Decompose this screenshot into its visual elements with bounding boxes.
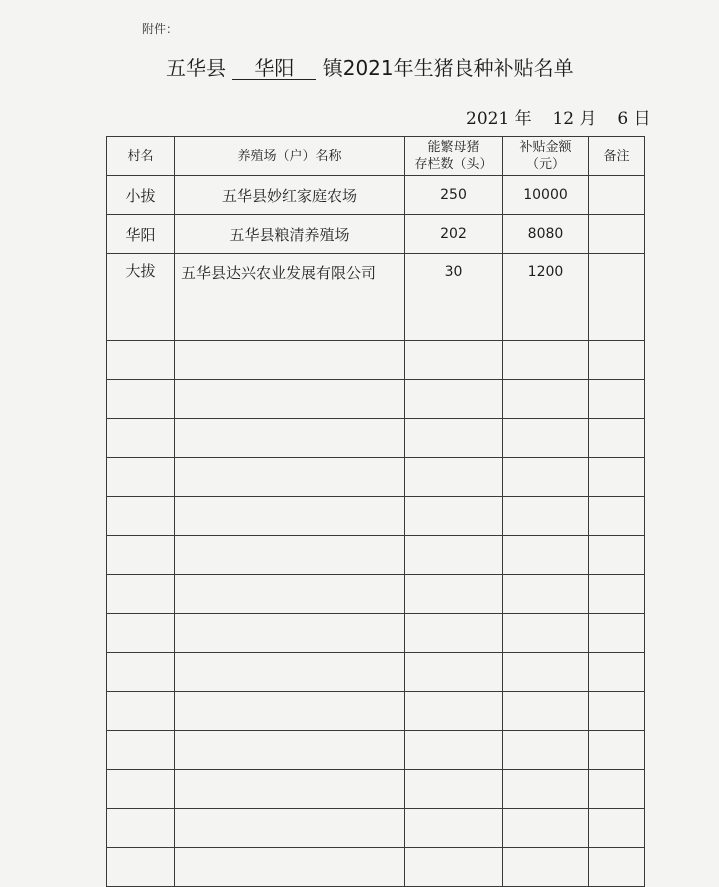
date-year-unit: 年 [514,109,532,129]
empty-row [107,848,645,887]
table-row [107,176,645,215]
empty-row [107,497,645,536]
empty-row [107,419,645,458]
table-row [107,254,645,341]
date-day-unit: 日 [633,109,651,129]
page-title [166,54,574,82]
column-header-remarks: 备注 [589,137,645,176]
cell-remarks [589,176,645,215]
column-header-sows-line1: 能繁母猪 [427,140,480,155]
column-header-village: 村名 [107,137,175,176]
cell-village: 大拔 [107,254,175,341]
empty-row [107,575,645,614]
cell-subsidy: 8080 [503,215,589,254]
table-header-row [107,137,645,176]
attachment-label: 附件： [142,22,179,36]
subsidy-table [106,136,645,887]
title-county: 五华县 [166,56,226,80]
table-row [107,215,645,254]
cell-village: 华阳 [107,215,175,254]
empty-row [107,458,645,497]
column-header-sows [405,137,503,176]
cell-remarks [589,215,645,254]
cell-farm: 五华县妙红家庭农场 [175,176,405,215]
empty-row [107,770,645,809]
cell-farm: 五华县粮清养殖场 [175,215,405,254]
cell-village: 小拔 [107,176,175,215]
empty-row [107,692,645,731]
cell-sows: 30 [405,254,503,341]
empty-row [107,614,645,653]
empty-row [107,380,645,419]
document-date [466,104,651,129]
cell-farm: 五华县达兴农业发展有限公司 [175,254,405,341]
cell-sows: 202 [405,215,503,254]
cell-remarks [589,254,645,341]
empty-row [107,341,645,380]
empty-row [107,536,645,575]
date-month: 12 [552,109,575,129]
column-header-sows-line2: 存栏数（头） [414,157,493,172]
cell-sows: 250 [405,176,503,215]
cell-subsidy: 10000 [503,176,589,215]
date-year: 2021 [466,109,510,129]
empty-row [107,809,645,848]
column-header-farm: 养殖场（户）名称 [175,137,405,176]
empty-row [107,731,645,770]
column-header-subsidy [503,137,589,176]
column-header-subsidy-line2: （元） [525,157,565,172]
column-header-subsidy-line1: 补贴金额 [519,140,572,155]
date-month-unit: 月 [579,109,597,129]
empty-rows [107,341,645,887]
title-suffix: 镇2021年生猪良种补贴名单 [322,56,574,80]
cell-subsidy: 1200 [503,254,589,341]
title-town: 华阳 [232,57,316,80]
date-day: 6 [617,109,629,129]
empty-row [107,653,645,692]
